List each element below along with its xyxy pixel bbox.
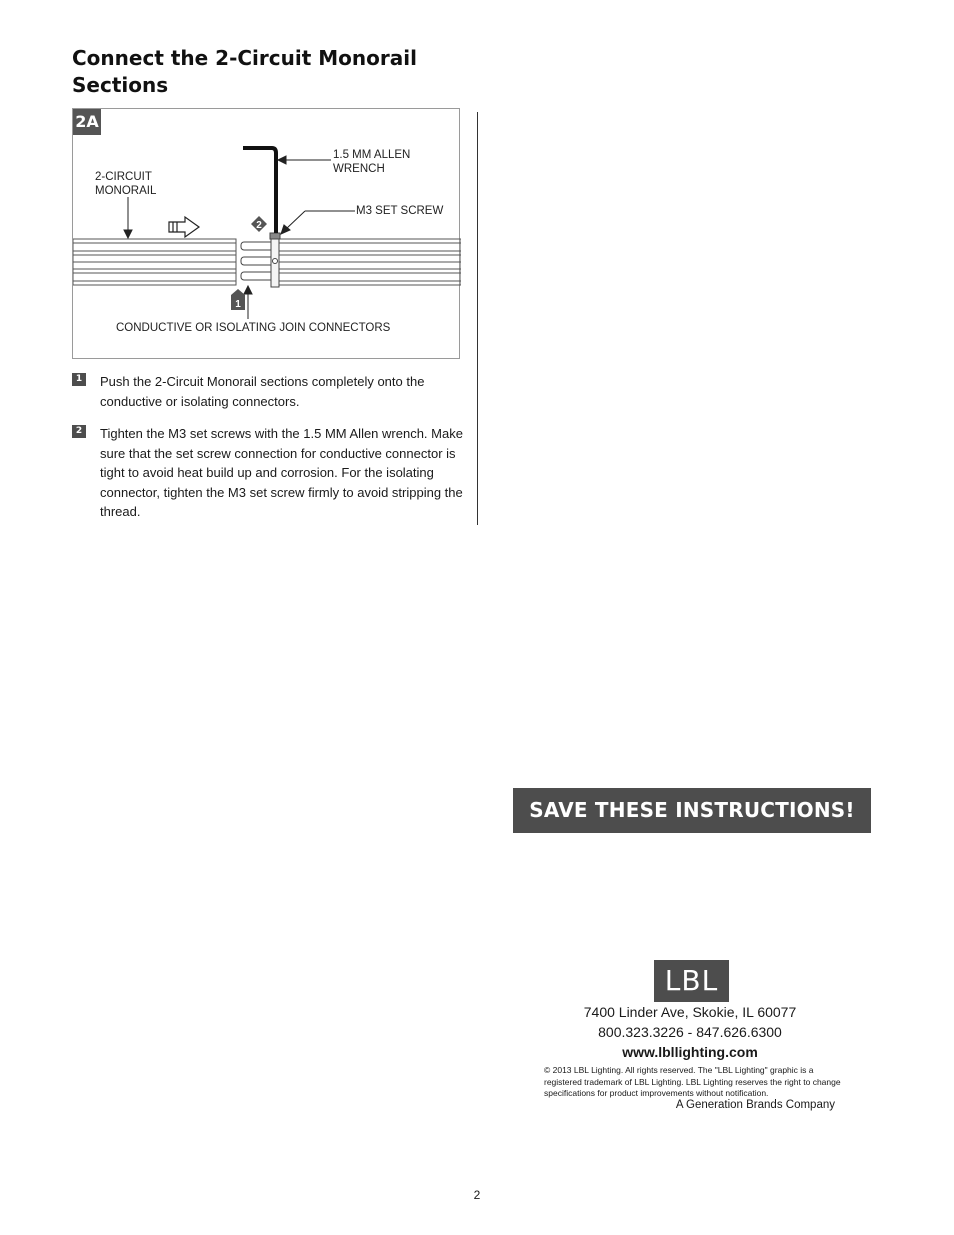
company-address: 7400 Linder Ave, Skokie, IL 60077	[583, 1004, 797, 1020]
callout-badge-1	[231, 289, 245, 310]
step-number-badge: 1	[72, 373, 86, 386]
left-monorail-section	[73, 239, 236, 285]
monorail-connection-diagram	[73, 109, 461, 360]
label-allen-wrench-2: WRENCH	[333, 163, 385, 175]
save-instructions-banner: SAVE THESE INSTRUCTIONS!	[513, 788, 871, 833]
parent-company: A Generation Brands Company	[675, 1099, 835, 1111]
join-connectors	[241, 233, 280, 287]
callout-2-label: 2	[256, 220, 262, 231]
figure-badge: 2A	[73, 109, 101, 135]
step-text: Tighten the M3 set screws with the 1.5 MM Allen wrench. Make sure that the set screw connection for conductive connector is tight to avoid heat build up and corrosion. For the isolating connector, tighten the M3 set screw firmly to avoid stripping the thread.	[100, 426, 463, 520]
callout-1-label: 1	[235, 299, 241, 310]
company-website-link[interactable]: www.lbllighting.com	[622, 1044, 758, 1060]
label-set-screw: M3 SET SCREW	[356, 205, 444, 217]
page-number: 2	[473, 1188, 481, 1202]
copyright-notice: © 2013 LBL Lighting. All rights reserved. The "LBL Lighting" graphic is a registered trademark of LBL Lighting. LBL Lighting reserves the right to change specifications for product improvements without notification.	[544, 1065, 841, 1098]
label-monorail-2: MONORAIL	[95, 185, 157, 197]
push-direction-arrow-icon	[169, 217, 199, 237]
callout-badge-2	[251, 216, 267, 232]
right-monorail-section	[279, 239, 461, 285]
label-connectors: CONDUCTIVE OR ISOLATING JOIN CONNECTORS	[116, 322, 391, 334]
label-monorail-1: 2-CIRCUIT	[95, 171, 152, 183]
lbl-logo: LBL	[654, 960, 729, 1002]
label-allen-wrench-1: 1.5 MM ALLEN	[333, 149, 411, 161]
figure-2a	[72, 108, 460, 359]
column-divider	[477, 112, 478, 525]
company-phones: 800.323.3226 - 847.626.6300	[598, 1024, 782, 1040]
page-title: Connect the 2-Circuit Monorail Sections	[72, 46, 417, 97]
step-text: Push the 2-Circuit Monorail sections completely onto the conductive or isolating connectors.	[100, 374, 425, 409]
step-number-badge: 2	[72, 425, 86, 438]
